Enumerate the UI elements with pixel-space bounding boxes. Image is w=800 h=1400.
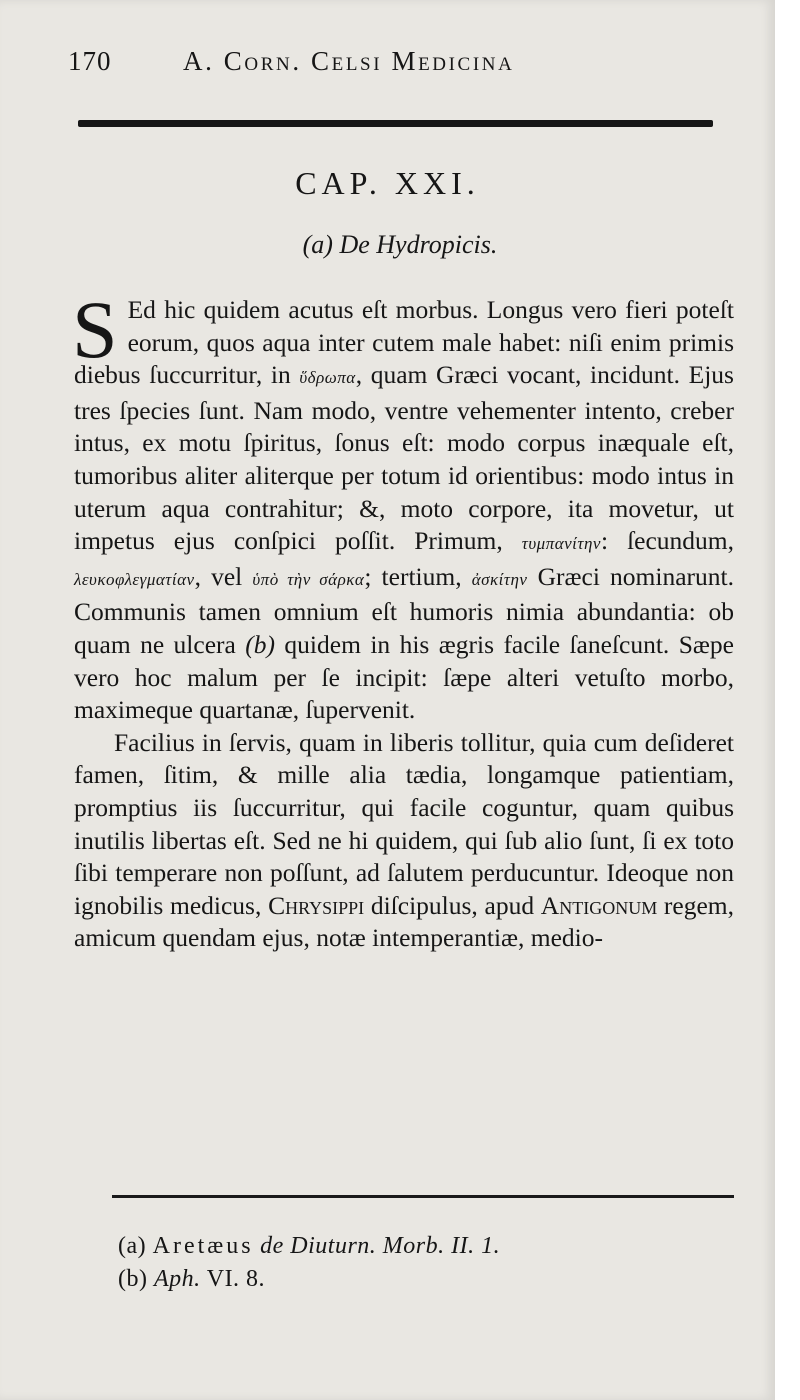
footnote-reference: (b) xyxy=(245,629,275,659)
running-title: A. Corn. Celsi Medicina xyxy=(183,46,515,76)
paragraph-1 xyxy=(72,284,735,727)
footnote-b-mark: (b) xyxy=(118,1266,148,1292)
greek-term: τυμπανίτην xyxy=(521,534,601,554)
paragraph-2 xyxy=(74,727,734,955)
footnote-b xyxy=(118,1263,500,1296)
greek-term: ὕδρωπα xyxy=(299,368,356,388)
chapter-title: (a) De Hydropicis. xyxy=(302,230,498,259)
header-rule xyxy=(78,120,713,127)
chapter-heading: CAP. XXI. xyxy=(295,165,480,201)
page-number: 170 xyxy=(68,46,112,76)
greek-term: ἀσκίτην xyxy=(471,569,528,589)
proper-name: Antigonum xyxy=(540,890,658,920)
greek-term: λευκοφλεγματίαν xyxy=(74,569,195,589)
body-text xyxy=(72,284,735,955)
footnote-a-author: Aretæus xyxy=(152,1233,254,1259)
footnotes xyxy=(118,1230,500,1296)
paragraph-1-content: Ed hic quidem acutus eſt morbus. Longus vero fieri poteſt eorum, quos aqua inter cutem male habet: niſi enim primis diebus ſuccurritur, in ὕδρωπα, quam Græci vocant, incidunt. Ejus tres ſpecies ſunt. Nam modo, ventre vehementer intento, creber intus, ex motu ſpiritus, ſonus eſt: modo corpus inæquale eſt, tumoribus aliter aliterque per totum id orientibus: modo intus in uterum aqua contrahitur; &, moto corpore, ita movetur, ut impetus ejus conſpici poſſit. Primum, τυμπανίτην: ſecundum, λευκοφλεγματίαν, vel ὑπὸ τὴν σάρκα; tertium, ἀσκίτην Græci nominarunt. Communis tamen omnium eſt humoris nimia abundantia: ob quam ne ulcera (b) quidem in his ægris facile ſaneſcunt. Sæpe vero hoc malum per ſe incipit: ſæpe alteri vetuſto morbo, maximeque quartanæ, ſupervenit. xyxy=(74,295,735,725)
footnote-a-mark: (a) xyxy=(118,1233,147,1259)
greek-term: ὑπὸ τὴν σάρκα xyxy=(252,569,365,589)
footnote-rule xyxy=(112,1195,734,1198)
footnote-a-ref: de Diuturn. Morb. II. 1. xyxy=(260,1233,501,1259)
footnote-a xyxy=(118,1230,500,1263)
footnote-b-num: VI. 8. xyxy=(206,1266,266,1292)
paragraph-2-content: Facilius in ſervis, quam in liberis tollitur, quia cum deſideret famen, ſitim, & mille alia tædia, longamque patientiam, promptius iis ſuccurritur, qui facile coguntur, quam quibus inutilis libertas eſt. Sed ne hi quidem, qui ſub alio ſunt, ſi ex toto ſibi temperare non poſſunt, ad ſalutem perducuntur. Ideoque non ignobilis medicus, Chrysippi diſcipulus, apud Antigonum regem, amicum quendam ejus, notæ intemperantiæ, medio- xyxy=(74,727,735,953)
footnote-b-ref: Aph. xyxy=(153,1266,201,1292)
drop-cap: S xyxy=(72,284,118,375)
proper-name: Chrysippi xyxy=(268,890,365,920)
